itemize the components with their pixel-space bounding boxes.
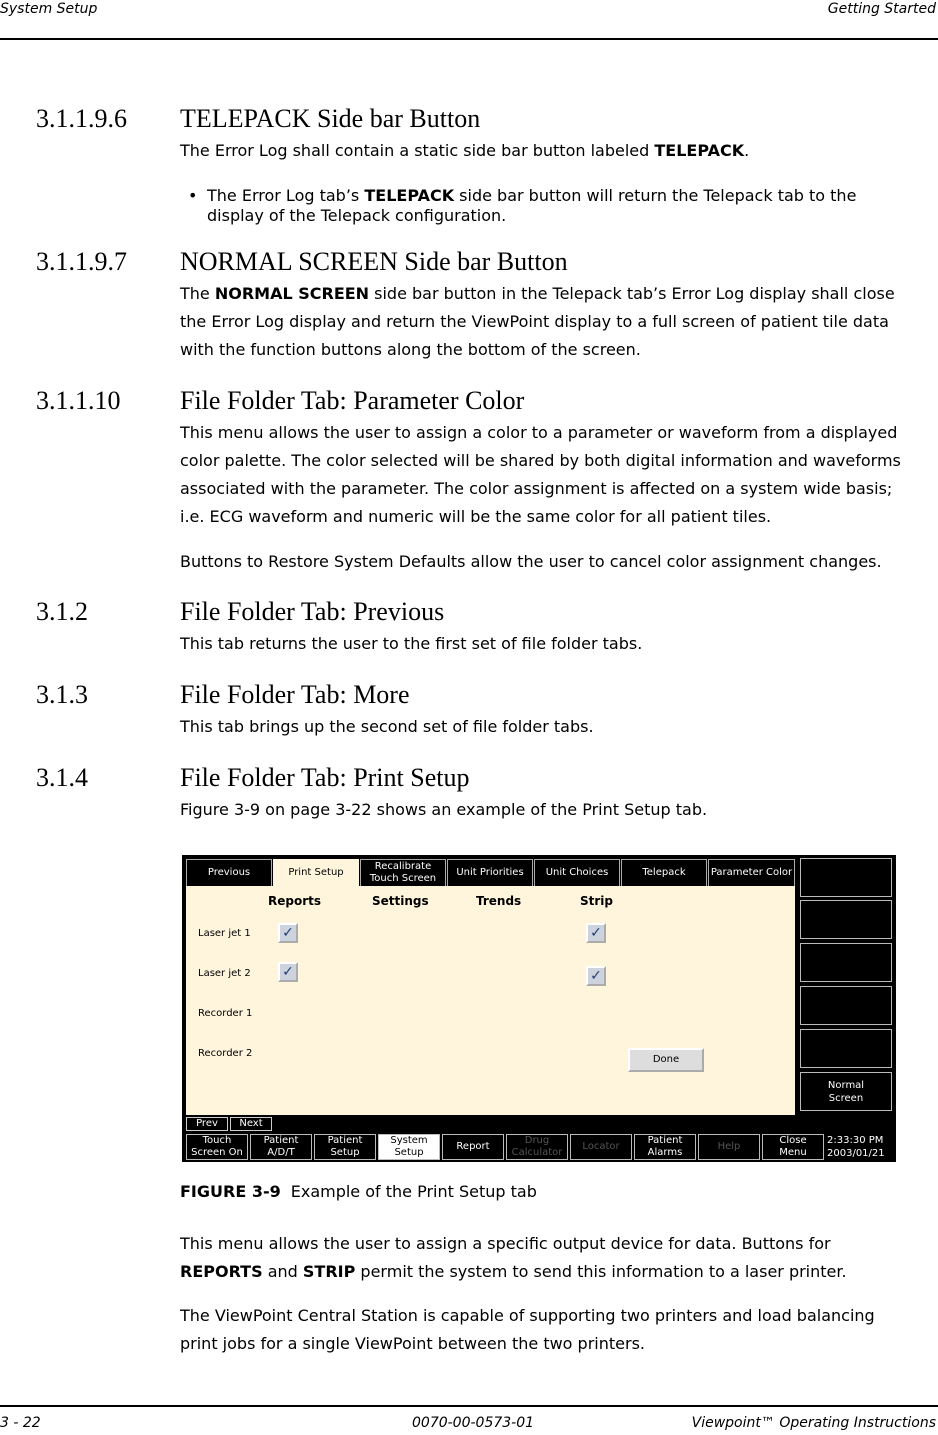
section-title: File Folder Tab: More [180,680,410,709]
header-rule [0,38,938,40]
laser-jet-1-reports-checkbox[interactable]: ✓ [278,923,298,943]
tab-unit-priorities[interactable]: Unit Priorities [447,859,533,886]
laser-jet-2-strip-checkbox[interactable]: ✓ [586,966,606,986]
next-button[interactable]: Next [230,1117,272,1131]
column-header-reports: Reports [268,894,322,908]
patient-setup-button[interactable]: Patient Setup [314,1134,376,1160]
bullet-item: The Error Log tab’s TELEPACK side bar button will return the Telepack tab to the display of the Telepack configuration. [207,186,857,225]
section-number: 3.1.1.9.7 [36,247,127,276]
paragraph: Figure 3-9 on page 3-22 shows an example of the Print Setup tab. [180,800,708,819]
column-header-settings: Settings [372,894,429,908]
touch-screen-on-button[interactable]: Touch Screen On [186,1134,248,1160]
tab-telepack[interactable]: Telepack [621,859,707,886]
tab-previous[interactable]: Previous [186,859,272,886]
normal-screen-button[interactable]: Normal Screen [800,1072,892,1111]
figure-caption-text: Example of the Print Setup tab [290,1182,537,1201]
section-title: TELEPACK Side bar Button [180,104,481,133]
tab-unit-choices[interactable]: Unit Choices [534,859,620,886]
paragraph: This tab brings up the second set of file folder tabs. [180,717,594,736]
side-bar-button-1[interactable] [800,858,892,897]
paragraph: The Error Log shall contain a static side bar button labeled TELEPACK. [180,141,750,160]
paragraph: Buttons to Restore System Defaults allow the user to cancel color assignment changes. [180,552,882,571]
locator-button[interactable]: Locator [570,1134,632,1160]
side-bar-button-5[interactable] [800,1029,892,1068]
side-bar-button-3[interactable] [800,943,892,982]
paragraph: The NORMAL SCREEN side bar button in the Telepack tab’s Error Log display shall close the Error Log display and return the ViewPoint display to a full screen of patient tile data with the function buttons along the bottom of the screen. [180,284,895,359]
paragraph: This menu allows the user to assign a color to a parameter or waveform from a displayed color palette. The color selected will be shared by both digital information and waveforms associated with the parameter. The color assignment is affected on a system wide basis; i.e. ECG waveform and numeric will be the same color for all patient tiles. [180,423,901,526]
section-title: File Folder Tab: Print Setup [180,763,470,792]
figure-label: FIGURE 3-9 [180,1182,281,1201]
print-setup-panel [186,886,795,1115]
section-number: 3.1.3 [36,680,88,709]
done-button[interactable]: Done [628,1048,704,1072]
prev-button[interactable]: Prev [186,1117,228,1131]
clock-date: 2003/01/21 [827,1148,885,1159]
paragraph: The ViewPoint Central Station is capable of supporting two printers and load balancing print jobs for a single ViewPoint between the two printers. [180,1306,875,1353]
laser-jet-1-strip-checkbox[interactable]: ✓ [586,923,606,943]
row-label-laser-jet-2: Laser jet 2 [198,968,251,979]
footer-document-title: Viewpoint™ Operating Instructions [691,1415,936,1431]
section-number: 3.1.1.9.6 [36,104,127,133]
patient-alarms-button[interactable]: Patient Alarms [634,1134,696,1160]
bullet-marker: • [188,186,198,205]
drug-calculator-button[interactable]: Drug Calculator [506,1134,568,1160]
help-button[interactable]: Help [698,1134,760,1160]
running-header-right: Getting Started [827,1,936,17]
section-title: File Folder Tab: Previous [180,597,445,626]
section-number: 3.1.1.10 [36,386,121,415]
section-number: 3.1.4 [36,763,88,792]
figure-caption [180,1181,537,1203]
row-label-recorder-2: Recorder 2 [198,1048,253,1059]
paragraph: This tab returns the user to the first set of file folder tabs. [180,634,643,653]
row-label-laser-jet-1: Laser jet 1 [198,928,251,939]
side-bar-button-2[interactable] [800,900,892,939]
laser-jet-2-reports-checkbox[interactable]: ✓ [278,962,298,982]
clock-time: 2:33:30 PM [827,1135,884,1146]
patient-adt-button[interactable]: Patient A/D/T [250,1134,312,1160]
tab-print-setup[interactable]: Print Setup [273,859,359,886]
footer-page-number: 3 - 22 [0,1415,41,1431]
tab-parameter-color[interactable]: Parameter Color [708,859,795,886]
section-title: File Folder Tab: Parameter Color [180,386,525,415]
section-title: NORMAL SCREEN Side bar Button [180,247,568,276]
row-label-recorder-1: Recorder 1 [198,1008,253,1019]
tab-recalibrate-touch-screen[interactable]: Recalibrate Touch Screen [360,859,446,886]
footer-rule [0,1405,938,1407]
report-button[interactable]: Report [442,1134,504,1160]
side-bar-button-4[interactable] [800,986,892,1025]
clock-readout [827,1134,892,1160]
paragraph: This menu allows the user to assign a specific output device for data. Buttons for REPORTS and STRIP permit the system to send this information to a laser printer. [180,1234,847,1281]
column-header-trends: Trends [476,894,522,908]
section-number: 3.1.2 [36,597,88,626]
footer-document-number: 0070-00-0573-01 [412,1415,535,1431]
column-header-strip: Strip [580,894,613,908]
close-menu-button[interactable]: Close Menu [762,1134,824,1160]
print-setup-screenshot [182,855,896,1162]
system-setup-button[interactable]: System Setup [378,1134,440,1160]
running-header-left: System Setup [0,1,98,17]
